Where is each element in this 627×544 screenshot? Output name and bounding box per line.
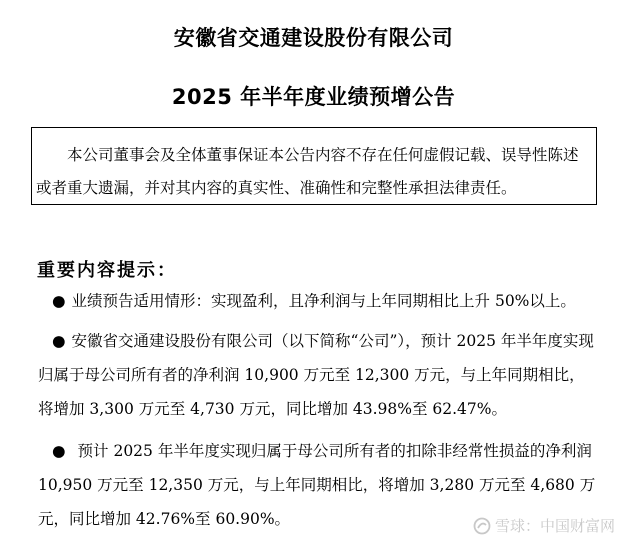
announcement-title: 2025 年半年度业绩预增公告 <box>171 85 456 109</box>
board-statement-box <box>31 127 597 205</box>
bullet-icon: ● <box>52 292 66 310</box>
list-item-text: 业绩预告适用情形：实现盈利，且净利润与上年同期相比上升 50%以上。 <box>71 292 576 310</box>
list-item <box>38 324 600 426</box>
company-name: 安徽省交通建设股份有限公司 <box>173 26 454 50</box>
snowball-logo-icon <box>473 517 491 535</box>
watermark <box>473 515 615 536</box>
section-heading: 重要内容提示： <box>37 260 177 281</box>
list-item <box>38 284 600 318</box>
bullet-icon: ● <box>52 332 66 350</box>
watermark-text: 雪球：中国财富网 <box>494 517 615 535</box>
list-item-text: 预计 2025 年半年度实现归属于母公司所有者的扣除非经常性损益的净利润 10,950 万元至 12,350 万元，与上年同期相比，将增加 3,280 万元至 4,680 万元，同比增加 42.76%至 60.90%。 <box>38 442 596 528</box>
list-item-text: 安徽省交通建设股份有限公司（以下简称“公司”），预计 2025 年半年度实现归属于母公司所有者的净利润 10,900 万元至 12,300 万元，与上年同期相比，将增加 3,300 万元至 4,730 万元，同比增加 43.98%至 62.47%。 <box>38 332 594 418</box>
bullet-icon: ● <box>52 442 66 460</box>
board-statement-text: 本公司董事会及全体董事保证本公告内容不存在任何虚假记载、误导性陈述或者重大遗漏，并对其内容的真实性、准确性和完整性承担法律责任。 <box>36 146 579 197</box>
